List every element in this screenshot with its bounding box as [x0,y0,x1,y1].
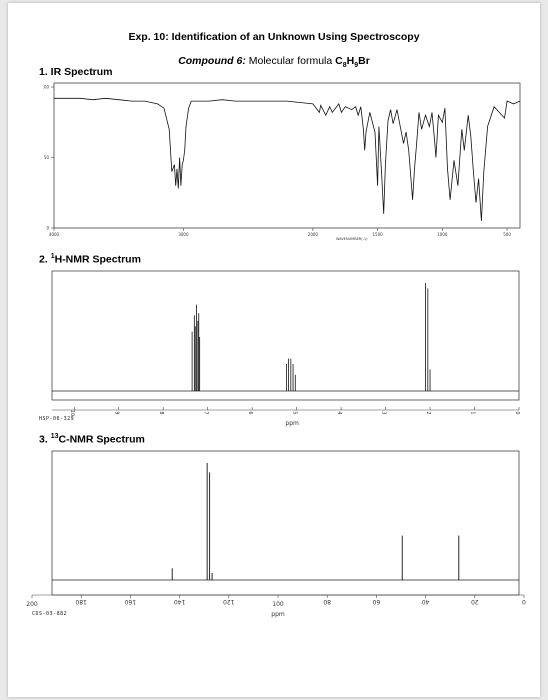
hnmr-section-heading: 2. $^1$H-NMR Spectrum [39,253,141,266]
cnmr-x-axis-label: ppm [271,611,285,618]
ir-x-tick-label: 3000 [178,232,189,237]
ir-x-axis-label: WAVENUMBER(-1) [335,237,368,241]
ir-trace [54,98,520,221]
hnmr-code: HSP-06-329 [39,416,75,422]
hnmr-x-tick-label: 7 [202,411,209,415]
hnmr-x-tick-label: 9 [113,411,120,415]
cnmr-plot-frame [52,451,519,595]
ir-x-tick-label: 2000 [307,232,318,237]
cnmr-x-tick-label: 100 [272,601,284,608]
ir-x-tick-label: 1000 [437,232,448,237]
hnmr-x-tick-label: 10 [69,409,76,417]
hnmr-x-tick-label: 0 [514,411,520,415]
cnmr-x-tick-label: 40 [421,598,430,605]
hnmr-x-tick-label: 3 [380,411,387,415]
spectra-canvas [8,3,540,697]
ir-x-tick-label: 4000 [48,232,60,237]
formula-prefix: Molecular formula [248,55,333,67]
cnmr-x-tick-label: 160 [124,598,137,605]
hnmr-plot-frame [52,271,519,400]
page-title: Exp. 10: Identification of an Unknown Using Spectroscopy [128,31,420,43]
cnmr-x-tick-label: 80 [323,598,332,605]
hnmr-x-tick-label: 5 [291,411,298,415]
ir-y-tick-label: 0 [46,225,49,231]
ir-x-tick-label: 1500 [372,232,383,237]
worksheet-page [8,3,540,697]
cnmr-x-tick-label: 0 [522,598,526,605]
hnmr-x-tick-label: 8 [158,411,165,415]
cnmr-x-tick-label: 200 [26,601,38,608]
hnmr-x-tick-label: 1 [469,411,476,415]
ir-plot-frame [54,83,520,228]
cnmr-x-tick-label: 60 [372,598,381,605]
hnmr-x-axis-label: ppm [285,420,299,427]
compound-label: Compound 6: [178,55,246,67]
cnmr-x-tick-label: 180 [75,598,87,605]
molecular-formula: $C_8H_9Br$ [335,55,370,70]
ir-section-heading: 1. IR Spectrum [39,66,113,78]
cnmr-code: CDS-03-882 [32,611,68,617]
cnmr-x-tick-label: 20 [470,598,479,605]
cnmr-x-tick-label: 140 [173,598,186,605]
hnmr-x-tick-label: 2 [425,411,432,415]
ir-y-tick-label: .00 [42,84,49,90]
hnmr-x-tick-label: 4 [336,411,343,415]
cnmr-section-heading: 3. $^{13}$C-NMR Spectrum [39,433,145,446]
ir-y-tick-label: 50 [43,155,49,160]
hnmr-x-tick-label: 6 [247,411,254,415]
cnmr-x-tick-label: 120 [223,598,235,605]
ir-x-tick-label: 500 [503,232,511,237]
